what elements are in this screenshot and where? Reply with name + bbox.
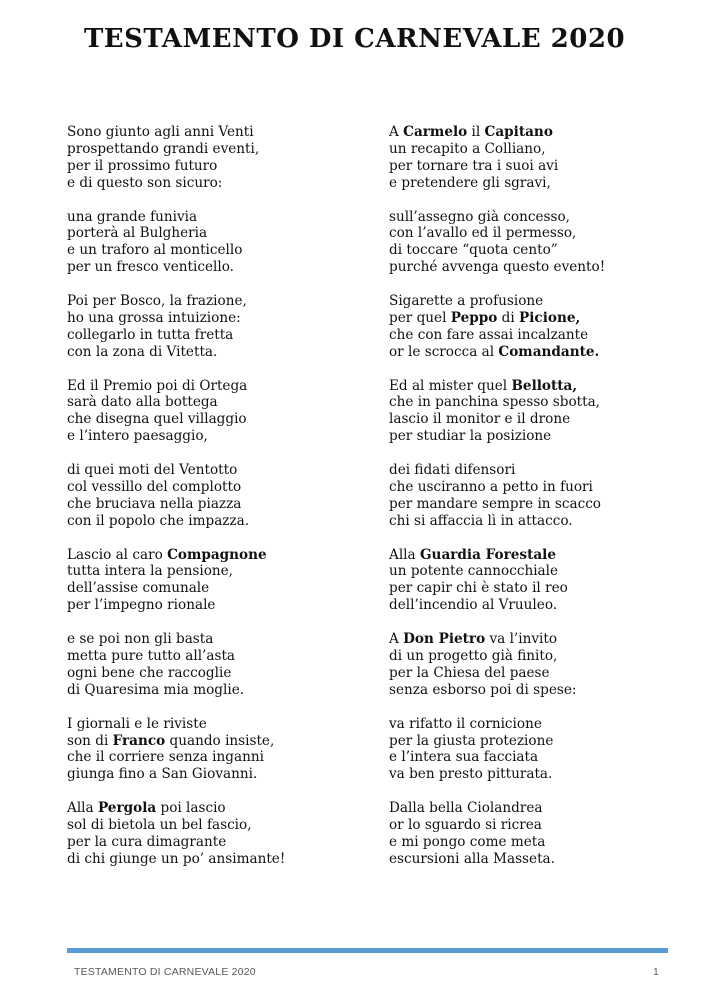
poem-line (67, 648, 357, 665)
footer-divider (67, 948, 668, 953)
poem-line (389, 733, 689, 750)
line-text: son di (67, 732, 113, 749)
line-text: metta pure tutto all’asta (67, 648, 236, 664)
stanza (389, 547, 689, 615)
line-text: sull’assegno già concesso, (389, 208, 570, 225)
footer-title: TESTAMENTO DI CARNEVALE 2020 (74, 966, 256, 978)
poem-line (67, 851, 357, 868)
poem-column-right (389, 124, 689, 885)
line-text: quando insiste, (165, 732, 275, 749)
stanza (389, 209, 689, 277)
line-text: Poi per Bosco, la frazione, (67, 293, 247, 310)
line-text: per studiar la posizione (389, 428, 552, 445)
poem-line (67, 682, 357, 699)
poem-line (67, 378, 357, 395)
stanza (67, 462, 357, 530)
line-text: di toccare “quota cento” (389, 242, 558, 259)
line-text: con la zona di Vitetta. (67, 343, 218, 360)
stanza (389, 378, 689, 446)
stanza (389, 716, 689, 784)
poem-line (389, 716, 689, 733)
stanza (67, 209, 357, 277)
line-text: porterà al Bulgheria (67, 225, 208, 242)
poem-line (67, 175, 357, 192)
poem-line (389, 462, 689, 479)
line-text: or lo sguardo si ricrea (389, 817, 542, 834)
stanza (67, 547, 357, 615)
poem-line (67, 597, 357, 614)
poem-line (389, 563, 689, 580)
poem-line (67, 817, 357, 834)
line-text: un potente cannocchiale (389, 563, 559, 580)
line-text: tutta intera la pensione, (67, 563, 234, 580)
line-text: sol di bietola un bel fascio, (67, 817, 252, 834)
stanza (389, 462, 689, 530)
line-text: per la giusta protezione (389, 732, 554, 749)
poem-line (389, 310, 689, 327)
line-text: A (389, 124, 404, 140)
poem-line (389, 124, 689, 141)
poem-line (67, 141, 357, 158)
line-text: va l’invito (485, 631, 558, 648)
bold-name: Pergola (97, 800, 157, 817)
stanza (67, 124, 357, 192)
poem-line (67, 733, 357, 750)
line-text: per capir chi è stato il reo (389, 580, 568, 597)
poem-line (389, 259, 689, 276)
poem-column-left (67, 124, 357, 885)
line-text: che bruciava nella piazza (67, 495, 242, 512)
bold-name: Don Pietro (403, 631, 486, 648)
line-text: di quei moti del Ventotto (67, 462, 238, 479)
line-text: per il prossimo futuro (67, 157, 218, 174)
poem-line (389, 597, 689, 614)
line-text: per tornare tra i suoi avi (389, 157, 559, 174)
poem-line (389, 209, 689, 226)
line-text: giunga fino a San Giovanni. (67, 766, 258, 783)
line-text: A (389, 631, 404, 648)
poem-line (67, 225, 357, 242)
line-text: Sigarette a profusione (389, 293, 544, 310)
stanza (67, 800, 357, 868)
line-text: di chi giunge un po’ ansimante! (67, 850, 286, 867)
stanza (389, 800, 689, 868)
line-text: Ed il Premio poi di Ortega (67, 377, 248, 394)
line-text: e di questo son sicuro: (67, 174, 223, 191)
line-text: con l’avallo ed il permesso, (389, 225, 577, 242)
line-text: per quel (389, 309, 451, 326)
line-text: collegarlo in tutta fretta (67, 326, 234, 343)
line-text: poi lascio (156, 800, 226, 817)
poem-line (389, 175, 689, 192)
poem-line (389, 141, 689, 158)
poem-line (67, 310, 357, 327)
bold-name: Peppo (450, 309, 498, 326)
line-text: e l’intero paesaggio, (67, 428, 208, 445)
poem-line (389, 513, 689, 530)
bold-name: Picione, (519, 309, 581, 326)
line-text: or le scrocca al (389, 343, 499, 360)
poem-line (389, 394, 689, 411)
poem-line (389, 800, 689, 817)
poem-line (67, 580, 357, 597)
line-text: di Quaresima mia moglie. (67, 681, 245, 698)
poem-line (67, 800, 357, 817)
line-text: con il popolo che impazza. (67, 512, 250, 529)
poem-line (389, 766, 689, 783)
poem-line (389, 344, 689, 361)
line-text: va rifatto il cornicione (389, 715, 542, 732)
poem-line (389, 817, 689, 834)
line-text: per la cura dimagrante (67, 833, 227, 850)
poem-line (67, 462, 357, 479)
line-text: Dalla bella Ciolandrea (389, 800, 543, 817)
poem-line (67, 158, 357, 175)
poem-line (389, 834, 689, 851)
poem-line (389, 479, 689, 496)
line-text: ho una grossa intuizione: (67, 309, 241, 326)
poem-line (67, 631, 357, 648)
line-text: che il corriere senza inganni (67, 749, 264, 766)
poem-line (389, 411, 689, 428)
poem-line (67, 749, 357, 766)
poem-line (67, 411, 357, 428)
line-text: per l’impegno rionale (67, 597, 216, 614)
line-text: di un progetto già finito, (389, 648, 558, 664)
line-text: un recapito a Colliano, (389, 140, 546, 157)
line-text: e l’intera sua facciata (389, 749, 539, 766)
poem-line (67, 563, 357, 580)
page-number: 1 (653, 966, 659, 978)
poem-line (389, 580, 689, 597)
bold-name: Franco (112, 732, 166, 749)
line-text: chi si affaccia lì in attacco. (389, 512, 573, 529)
line-text: che in panchina spesso sbotta, (389, 394, 601, 411)
line-text: Alla (67, 800, 98, 817)
poem-line (389, 851, 689, 868)
line-text: per la Chiesa del paese (389, 664, 550, 681)
bold-name: Compagnone (167, 546, 267, 563)
line-text: dei fidati difensori (389, 462, 516, 479)
line-text: e se poi non gli basta (67, 631, 214, 648)
line-text: lascio il monitor e il drone (389, 411, 571, 428)
line-text: va ben presto pitturata. (389, 766, 553, 783)
poem-line (67, 513, 357, 530)
line-text: Alla (389, 546, 420, 563)
stanza (67, 716, 357, 784)
bold-name: Capitano (484, 124, 553, 140)
poem-line (389, 242, 689, 259)
line-text: col vessillo del complotto (67, 478, 242, 495)
poem-line (389, 225, 689, 242)
line-text: prospettando grandi eventi, (67, 140, 260, 157)
line-text: purché avvenga questo evento! (389, 259, 606, 276)
bold-name: Comandante. (498, 343, 600, 360)
poem-line (67, 259, 357, 276)
poem-line (67, 124, 357, 141)
poem-line (389, 749, 689, 766)
bold-name: Bellotta, (511, 377, 578, 394)
line-text: e mi pongo come meta (389, 833, 546, 850)
line-text: per un fresco venticello. (67, 259, 234, 276)
poem-line (389, 496, 689, 513)
poem-line (67, 766, 357, 783)
line-text: Lascio al caro (67, 546, 168, 563)
poem-line (67, 479, 357, 496)
line-text: per mandare sempre in scacco (389, 495, 601, 512)
poem-line (67, 344, 357, 361)
poem-line (67, 242, 357, 259)
poem-line (67, 834, 357, 851)
bold-name: Carmelo (403, 124, 468, 140)
line-text: il (467, 124, 485, 140)
line-text: una grande funivia (67, 208, 198, 225)
line-text: dell’incendio al Vruuleo. (389, 597, 558, 614)
line-text: e un traforo al monticello (67, 242, 243, 259)
line-text: sarà dato alla bottega (67, 394, 218, 411)
poem-line (389, 158, 689, 175)
document-title: TESTAMENTO DI CARNEVALE 2020 (83, 24, 626, 54)
line-text: dell’assise comunale (67, 580, 210, 597)
poem-line (67, 547, 357, 564)
stanza (67, 378, 357, 446)
poem-line (389, 648, 689, 665)
poem-line (67, 209, 357, 226)
line-text: escursioni alla Masseta. (389, 850, 555, 867)
line-text: che usciranno a petto in fuori (389, 478, 593, 495)
poem-line (67, 665, 357, 682)
poem-line (389, 547, 689, 564)
poem-line (67, 716, 357, 733)
line-text: di (497, 309, 520, 326)
stanza (389, 293, 689, 361)
line-text: ogni bene che raccoglie (67, 664, 232, 681)
line-text: senza esborso poi di spese: (389, 681, 577, 698)
poem-line (67, 428, 357, 445)
poem-line (67, 327, 357, 344)
poem-line (67, 293, 357, 310)
line-text: Ed al mister quel (389, 377, 512, 394)
stanza (67, 631, 357, 699)
poem-line (67, 496, 357, 513)
poem-line (389, 378, 689, 395)
poem-line (389, 293, 689, 310)
poem-line (389, 682, 689, 699)
poem-line (67, 394, 357, 411)
stanza (67, 293, 357, 361)
poem-line (389, 665, 689, 682)
line-text: che disegna quel villaggio (67, 411, 247, 428)
poem-line (389, 631, 689, 648)
poem-line (389, 327, 689, 344)
line-text: Sono giunto agli anni Venti (67, 124, 254, 140)
line-text: I giornali e le riviste (67, 715, 207, 732)
poem-line (389, 428, 689, 445)
bold-name: Guardia Forestale (419, 546, 556, 563)
stanza (389, 631, 689, 699)
line-text: che con fare assai incalzante (389, 326, 589, 343)
stanza (389, 124, 689, 192)
line-text: e pretendere gli sgravi, (389, 174, 551, 191)
